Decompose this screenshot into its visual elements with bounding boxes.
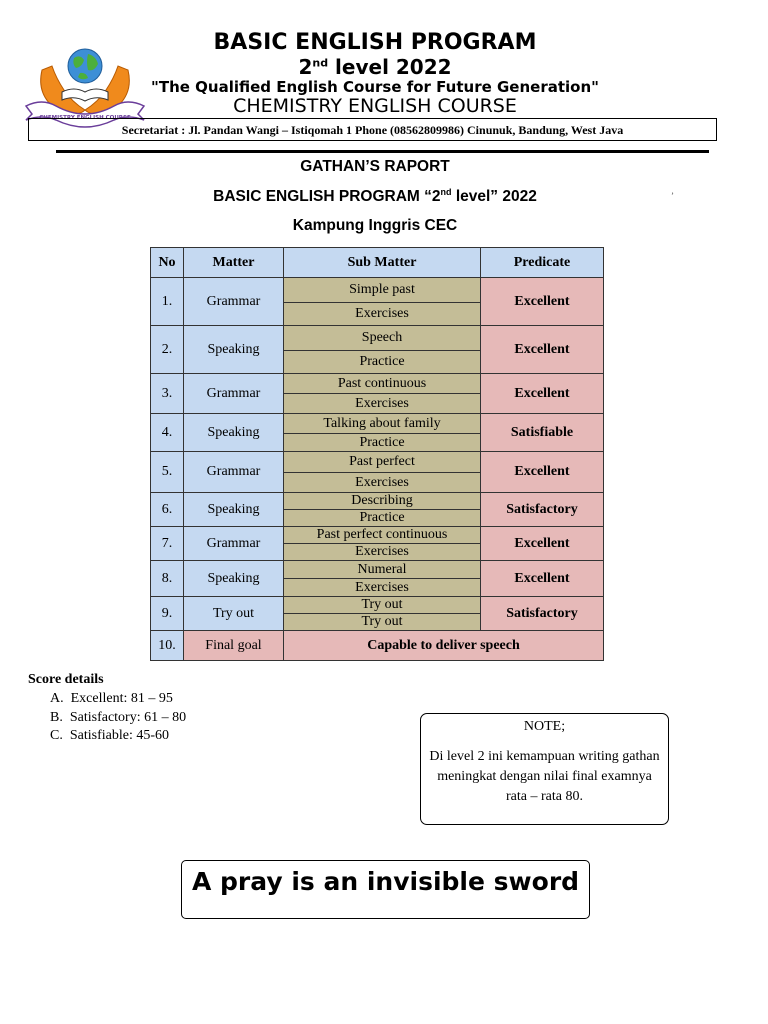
row-sub-matter: Exercises (284, 544, 481, 561)
table-row (151, 493, 604, 510)
score-text: Satisfiable: 45-60 (69, 728, 169, 743)
score-item (50, 709, 186, 728)
row-number: 1. (151, 278, 184, 326)
header-divider (56, 150, 709, 153)
row-number: 9. (151, 597, 184, 631)
col-header-sub-matter: Sub Matter (284, 248, 481, 278)
row-sub-matter: Try out (284, 597, 481, 614)
row-sub-matter: Practice (284, 510, 481, 527)
row-sub-matter: Simple past (284, 278, 481, 303)
table-header-row (151, 248, 604, 278)
report-title: GATHAN’S RAPORT (300, 158, 450, 175)
score-item (50, 690, 186, 709)
logo-text: CHEMISTRY ENGLISH COURSE (39, 115, 131, 121)
col-header-predicate: Predicate (481, 248, 604, 278)
row-predicate: Satisfiable (481, 414, 604, 452)
row-number: 6. (151, 493, 184, 527)
score-text: Satisfactory: 61 – 80 (69, 709, 187, 725)
row-predicate: Excellent (481, 326, 604, 374)
row-sub-matter: Describing (284, 493, 481, 510)
table-row (151, 597, 604, 614)
level-suffix: nd (312, 56, 329, 70)
row-number: 3. (151, 374, 184, 414)
report-place: Kampung Inggris CEC (292, 217, 458, 234)
row-predicate: Excellent (481, 527, 604, 561)
note-text: Di level 2 ini kemampuan writing gathan meningkat dengan nilai final examnya rata – rata 80. (429, 749, 660, 804)
score-letter: A. (50, 691, 64, 706)
table-row (151, 527, 604, 544)
address-text: Secretariat : Jl. Pandan Wangi – Istiqomah 1 Phone (08562809986) Cinunuk, Bandung, West Java (121, 123, 624, 137)
row-matter: Speaking (184, 561, 284, 597)
final-goal: Capable to deliver speech (284, 631, 604, 661)
report-subtitle (150, 187, 600, 206)
row-matter: Speaking (184, 414, 284, 452)
row-sub-matter: Talking about family (284, 414, 481, 434)
quote-text: A pray is an invisible sword (191, 867, 580, 896)
row-sub-matter: Speech (284, 326, 481, 351)
note-title: NOTE; (523, 719, 566, 734)
score-letter: B. (50, 709, 63, 725)
row-matter: Grammar (184, 374, 284, 414)
row-number: 8. (151, 561, 184, 597)
report-sub-rest: level” 2022 (451, 188, 537, 206)
row-sub-matter: Exercises (284, 303, 481, 326)
row-matter: Grammar (184, 278, 284, 326)
row-sub-matter: Exercises (284, 473, 481, 493)
note-box (420, 713, 669, 825)
score-text: Excellent: 81 – 95 (70, 691, 173, 706)
row-matter: Grammar (184, 527, 284, 561)
final-matter: Final goal (184, 631, 284, 661)
table-row (151, 278, 604, 303)
row-matter: Try out (184, 597, 284, 631)
row-number: 2. (151, 326, 184, 374)
row-matter: Speaking (184, 326, 284, 374)
table-row (151, 561, 604, 579)
row-sub-matter: Try out (284, 614, 481, 631)
score-item (50, 727, 186, 746)
level-rest: level 2022 (328, 55, 452, 79)
report-sub-prefix: BASIC ENGLISH PROGRAM “2 (213, 188, 441, 206)
score-list (50, 690, 186, 746)
row-predicate: Excellent (481, 374, 604, 414)
row-sub-matter: Exercises (284, 394, 481, 414)
row-sub-matter: Past perfect (284, 452, 481, 473)
score-letter: C. (50, 728, 63, 743)
report-sub-sup: nd (440, 187, 452, 197)
row-sub-matter: Practice (284, 351, 481, 374)
score-heading: Score details (28, 672, 104, 687)
table-row (151, 374, 604, 394)
row-sub-matter: Past continuous (284, 374, 481, 394)
program-title: BASIC ENGLISH PROGRAM (213, 30, 537, 55)
row-predicate: Satisfactory (481, 493, 604, 527)
final-number: 10. (151, 631, 184, 661)
row-predicate: Excellent (481, 452, 604, 493)
row-sub-matter: Past perfect continuous (284, 527, 481, 544)
program-level (150, 55, 600, 79)
address-box (28, 118, 717, 141)
grades-table (150, 247, 604, 661)
row-matter: Speaking (184, 493, 284, 527)
quote-box (181, 860, 590, 919)
level-number: 2 (298, 55, 313, 79)
table-row (151, 452, 604, 473)
table-row (151, 414, 604, 434)
row-sub-matter: Exercises (284, 579, 481, 597)
stray-mark: ’ (671, 191, 674, 201)
row-number: 4. (151, 414, 184, 452)
row-number: 5. (151, 452, 184, 493)
col-header-matter: Matter (184, 248, 284, 278)
row-matter: Grammar (184, 452, 284, 493)
tagline: "The Qualified English Course for Future Generation" (151, 78, 599, 96)
row-predicate: Excellent (481, 278, 604, 326)
table-body (151, 278, 604, 661)
row-predicate: Excellent (481, 561, 604, 597)
course-name: CHEMISTRY ENGLISH COURSE (233, 95, 517, 117)
row-predicate: Satisfactory (481, 597, 604, 631)
table-row-final (151, 631, 604, 661)
course-logo (22, 40, 148, 128)
table-row (151, 326, 604, 351)
row-number: 7. (151, 527, 184, 561)
col-header-no: No (151, 248, 184, 278)
row-sub-matter: Numeral (284, 561, 481, 579)
row-sub-matter: Practice (284, 434, 481, 452)
